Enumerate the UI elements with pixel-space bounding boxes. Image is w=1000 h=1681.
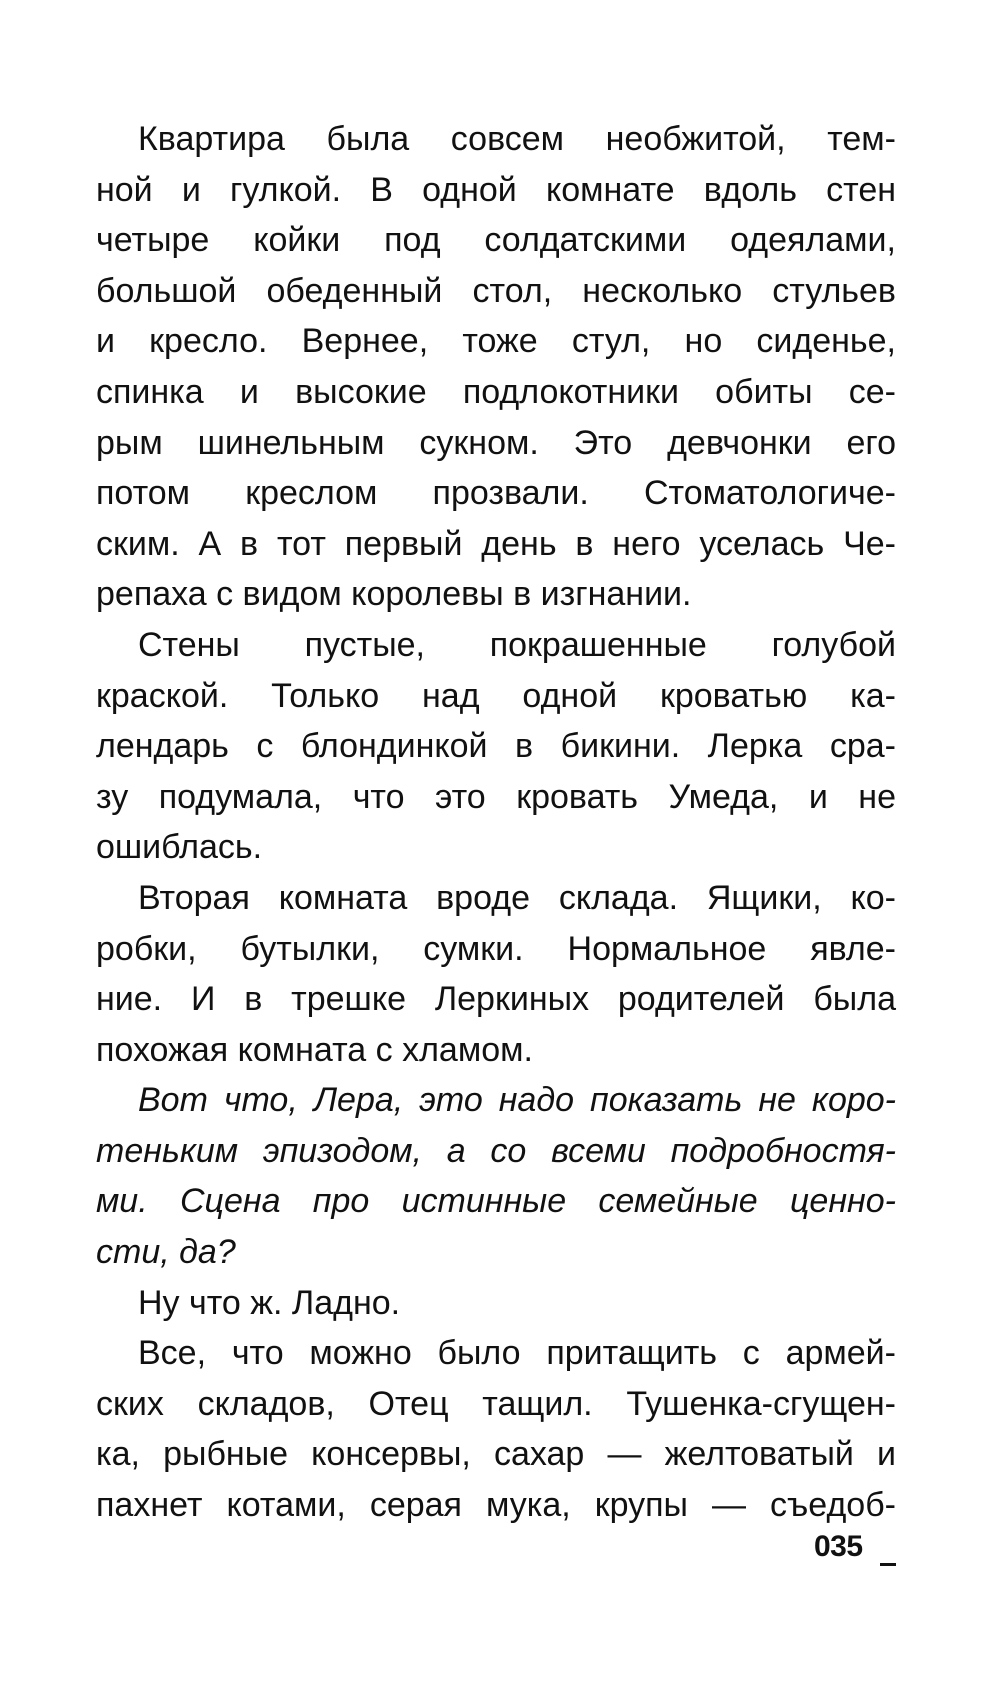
text-line: сти, да? <box>96 1233 236 1272</box>
text-line: ских складов, Отец тащил. Тушенка-сгущен- <box>96 1384 896 1423</box>
paragraph-3 <box>96 873 896 1075</box>
body-text <box>96 114 896 1531</box>
text-line: похожая комната с хламом. <box>96 1030 533 1069</box>
text-line: и кресло. Вернее, тоже стул, но сиденье, <box>96 322 896 361</box>
text-line: большой обеденный стол, несколько стульев <box>96 271 896 310</box>
text-line: ной и гулкой. В одной комнате вдоль стен <box>96 170 896 209</box>
text-line: лендарь с блондинкой в бикини. Лерка сра- <box>96 727 896 766</box>
text-line: рым шинельным сукном. Это девчонки его <box>96 423 896 462</box>
paragraph-4-italic <box>96 1075 896 1277</box>
text-line: ми. Сцена про истинные семейные ценно- <box>96 1182 896 1221</box>
text-line: Ну что ж. Ладно. <box>138 1283 401 1322</box>
paragraph-2 <box>96 620 896 873</box>
text-line: потом креслом прозвали. Стоматологиче- <box>96 474 896 513</box>
text-line: ние. И в трешке Леркиных родителей была <box>96 980 896 1019</box>
paragraph-5 <box>96 1278 896 1329</box>
text-line: зу подумала, что это кровать Умеда, и не <box>96 777 896 816</box>
text-line: робки, бутылки, сумки. Нормальное явле- <box>96 929 896 968</box>
text-line: спинка и высокие подлокотники обиты се- <box>96 372 896 411</box>
page-number: 035 <box>814 1530 863 1563</box>
text-line: репаха с видом королевы в изгнании. <box>96 575 692 614</box>
text-line: Квартира была совсем необжитой, тем- <box>138 120 896 158</box>
text-line: пахнет котами, серая мука, крупы — съедоб- <box>96 1486 896 1525</box>
text-line: ошиблась. <box>96 828 263 867</box>
text-line: Все, что можно было притащить с армей- <box>138 1334 896 1373</box>
text-line: краской. Только над одной кроватью ка- <box>96 676 896 715</box>
text-line: ским. А в тот первый день в него уселась Че- <box>96 524 896 563</box>
page-number-underline <box>880 1563 896 1566</box>
text-line: Вторая комната вроде склада. Ящики, ко- <box>138 878 896 917</box>
paragraph-1 <box>96 114 896 620</box>
paragraph-6 <box>96 1328 896 1530</box>
text-line: ка, рыбные консервы, сахар — желтоватый и <box>96 1435 896 1474</box>
text-line: Вот что, Лера, это надо показать не коро- <box>138 1081 896 1120</box>
text-line: теньким эпизодом, а со всеми подробностя- <box>96 1131 896 1170</box>
text-line: Стены пустые, покрашенные голубой <box>138 625 896 664</box>
text-line: четыре койки под солдатскими одеялами, <box>96 221 896 260</box>
